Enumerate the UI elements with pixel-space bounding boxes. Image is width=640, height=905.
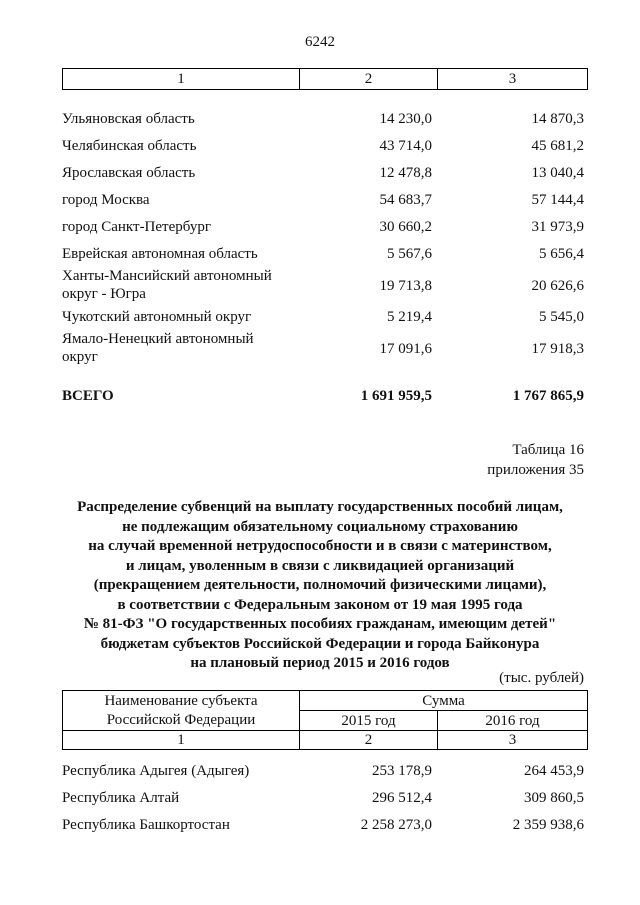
total-label: ВСЕГО: [62, 388, 114, 404]
amount-col2: 14 230,0: [379, 111, 432, 127]
header-name-line: Российской Федерации: [106, 712, 256, 728]
page-number: 6242: [305, 34, 335, 50]
title-line: на плановый период 2015 и 2016 годов: [190, 655, 450, 671]
region-name: Еврейская автономная область: [62, 246, 258, 262]
total-col3: 1 767 865,9: [512, 388, 584, 404]
amount-col2: 54 683,7: [379, 192, 432, 208]
table-number: Таблица 16: [512, 442, 584, 458]
title-line: № 81-ФЗ "О государственных пособиях гражданам, имеющим детей": [83, 616, 557, 632]
amount-col3: 57 144,4: [531, 192, 584, 208]
amount-col3: 5 545,0: [539, 309, 584, 325]
amount-2016: 264 453,9: [524, 763, 584, 779]
amount-col2: 5 567,6: [387, 246, 432, 262]
amount-col3: 45 681,2: [531, 138, 584, 154]
units-label: (тыс. рублей): [499, 670, 584, 686]
amount-col2: 5 219,4: [387, 309, 432, 325]
region-name: Республика Башкортостан: [62, 817, 230, 833]
title-line: на случай временной нетрудоспособности и в связи с материнством,: [88, 538, 552, 554]
amount-col3: 14 870,3: [531, 111, 584, 127]
amount-col3: 5 656,4: [539, 246, 584, 262]
amount-col3: 13 040,4: [531, 165, 584, 181]
title-line: (прекращением деятельности, полномочий физическими лицами),: [93, 577, 547, 593]
document-title: [0, 498, 640, 674]
bottom-table-header: [62, 690, 588, 750]
header-name-line: Наименование субъекта: [104, 693, 258, 709]
title-line: бюджетам субъектов Российской Федерации и города Байконура: [100, 635, 540, 652]
title-line: не подлежащим обязательному социальному страхованию: [122, 518, 518, 535]
amount-2016: 309 860,5: [524, 790, 584, 806]
amount-col2: 30 660,2: [379, 219, 432, 235]
region-name: Ханты-Мансийский автономный округ - Югра: [62, 268, 272, 302]
region-name: Республика Алтай: [62, 790, 180, 806]
column-number: 2: [300, 69, 438, 90]
region-name: город Москва: [62, 192, 150, 208]
total-col2: 1 691 959,5: [360, 388, 432, 404]
column-number: 2: [300, 731, 438, 750]
region-name: Ульяновская область: [62, 111, 195, 127]
header-year: 2015 год: [300, 711, 438, 731]
amount-col3: 20 626,6: [531, 278, 584, 294]
appendix-number: приложения 35: [487, 462, 584, 478]
amount-2015: 296 512,4: [372, 790, 432, 806]
column-number: 1: [63, 69, 300, 90]
amount-2015: 253 178,9: [372, 763, 432, 779]
table-reference: [487, 440, 584, 480]
top-column-index-header: [62, 68, 588, 90]
amount-2015: 2 258 273,0: [360, 817, 432, 833]
region-name: Чукотский автономный округ: [62, 309, 252, 325]
amount-2016: 2 359 938,6: [512, 817, 584, 833]
region-name: Челябинская область: [62, 138, 197, 154]
title-line: и лицам, уволенным в связи с ликвидацией организаций: [125, 557, 515, 574]
amount-col3: 17 918,3: [531, 341, 584, 357]
column-number: 3: [438, 69, 588, 90]
header-name-cell: [63, 691, 300, 731]
region-name: Ямало-Ненецкий автономный округ: [62, 331, 254, 365]
amount-col2: 12 478,8: [379, 165, 432, 181]
region-name: Республика Адыгея (Адыгея): [62, 763, 250, 779]
amount-col2: 17 091,6: [379, 341, 432, 357]
region-name: Ярославская область: [62, 165, 196, 181]
title-line: в соответствии с Федеральным законом от 19 мая 1995 года: [117, 596, 523, 613]
amount-col3: 31 973,9: [531, 219, 584, 235]
amount-col2: 19 713,8: [379, 278, 432, 294]
title-line: Распределение субвенций на выплату государственных пособий лицам,: [77, 499, 563, 515]
amount-col2: 43 714,0: [379, 138, 432, 154]
region-name: город Санкт-Петербург: [62, 219, 211, 235]
column-number: 3: [438, 731, 588, 750]
header-sum: Сумма: [300, 691, 588, 711]
header-year: 2016 год: [438, 711, 588, 731]
column-number: 1: [63, 731, 300, 750]
